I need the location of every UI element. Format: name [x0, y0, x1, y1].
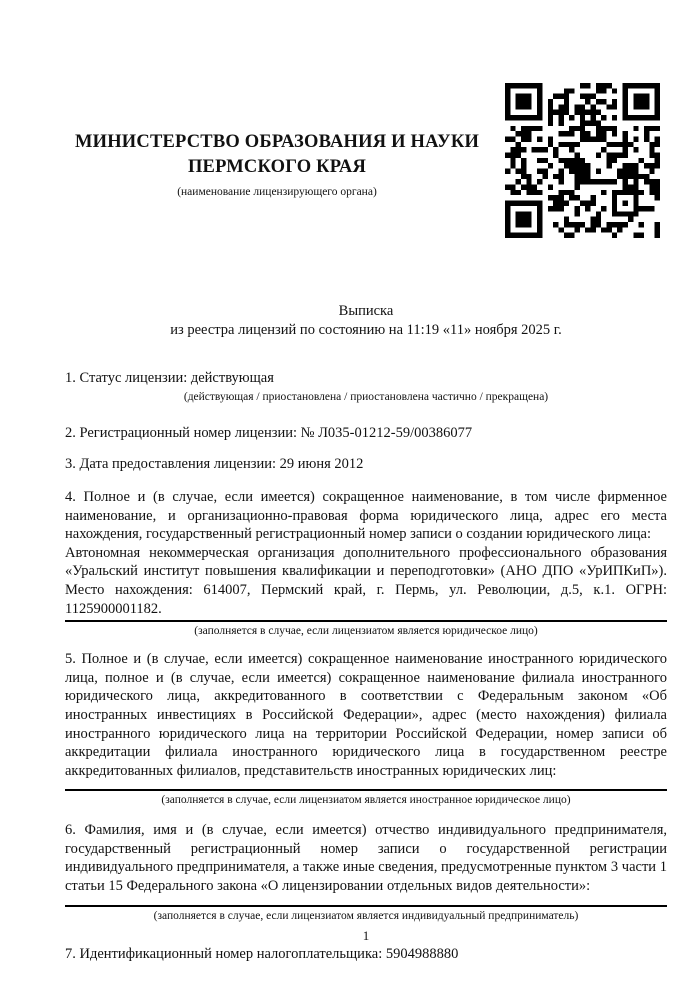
page-number: 1	[362, 928, 370, 943]
field-text: 1. Статус лицензии: действующая	[65, 370, 274, 387]
document-body	[65, 302, 667, 963]
field-caption: (заполняется в случае, если лицензиатом является иностранное юридическое лицо)	[161, 794, 571, 807]
field-caption: (заполняется в случае, если лицензиатом является индивидуальный предприниматель)	[153, 909, 579, 922]
ministry-name-line1: МИНИСТЕРСТВО ОБРАЗОВАНИЯ И НАУКИ	[74, 132, 480, 152]
title-line1: Выписка	[338, 303, 394, 319]
title-line2: из реестра лицензий по состоянию на 11:19 «11» ноября 2025 г.	[170, 321, 562, 338]
field-legal-entity	[65, 488, 667, 638]
field-text: 7. Идентификационный номер налогоплательщика: 5904988880	[65, 945, 459, 962]
field-text: 6. Фамилия, имя и (в случае, если имеется) отчество индивидуального предпринимателя, государственный регистрационный номер записи о государственной регистрации индивидуального предпринимателя, а также иные сведения, предусмотренные пунктом 3 части 1 статьи 15 Федерального закона «О лицензировании отдельных видов деятельности»:	[65, 822, 667, 895]
field-underline	[65, 789, 667, 791]
field-text: 2. Регистрационный номер лицензии: № Л035-01212-59/00386077	[65, 424, 473, 441]
field-foreign-entity	[65, 650, 667, 807]
authority-caption: (наименование лицензирующего органа)	[177, 186, 377, 198]
field-license-status	[65, 369, 667, 404]
field-registration-number	[65, 424, 667, 443]
ministry-name-line2: ПЕРМСКОГО КРАЯ	[187, 157, 367, 177]
field-underline	[65, 620, 667, 622]
field-text: 5. Полное и (в случае, если имеется) сокращенное наименование иностранного юридического лица, полное и (в случае, если имеется) сокращенное наименование филиала иностранного юридического лица, аккредитованного в соответствии с Федеральным законом «Об иностранных инвестициях в Российской Федерации», адрес (место нахождения) филиала иностранного юридического лица на территории Российской Федерации, номер записи об аккредитации филиала иностранного юридического лица в государственном реестре аккредитованных филиалов, представительств иностранных юридических лиц:	[65, 651, 667, 779]
document-title	[65, 302, 667, 339]
field-text: 4. Полное и (в случае, если имеется) сокращенное наименование, в том числе фирменное наименование, и организационно-правовая форма юридического лица, адрес его места нахождения, государственный регистрационный номер записи о создании юридического лица:	[65, 488, 667, 543]
field-value: Автономная некоммерческая организация дополнительного профессионального образования «Уральский институт повышения квалификации и переподготовки» (АНО ДПО «УрИПКиП»). Место нахождения: 614007, Пермский край, г. Пермь, ул. Революции, д.5, к.1. ОГРН: 1125900001182.	[65, 544, 667, 617]
field-taxpayer-number	[65, 945, 667, 964]
field-caption: (действующая / приостановлена / приостановлена частично / прекращена)	[183, 390, 549, 403]
field-individual-entrepreneur	[65, 821, 667, 922]
licensing-authority-header	[65, 130, 489, 199]
qr-code	[505, 83, 660, 238]
field-text: 3. Дата предоставления лицензии: 29 июня 2012	[65, 456, 364, 473]
field-caption: (заполняется в случае, если лицензиатом является юридическое лицо)	[194, 625, 538, 638]
field-grant-date	[65, 455, 667, 474]
field-underline	[65, 905, 667, 907]
